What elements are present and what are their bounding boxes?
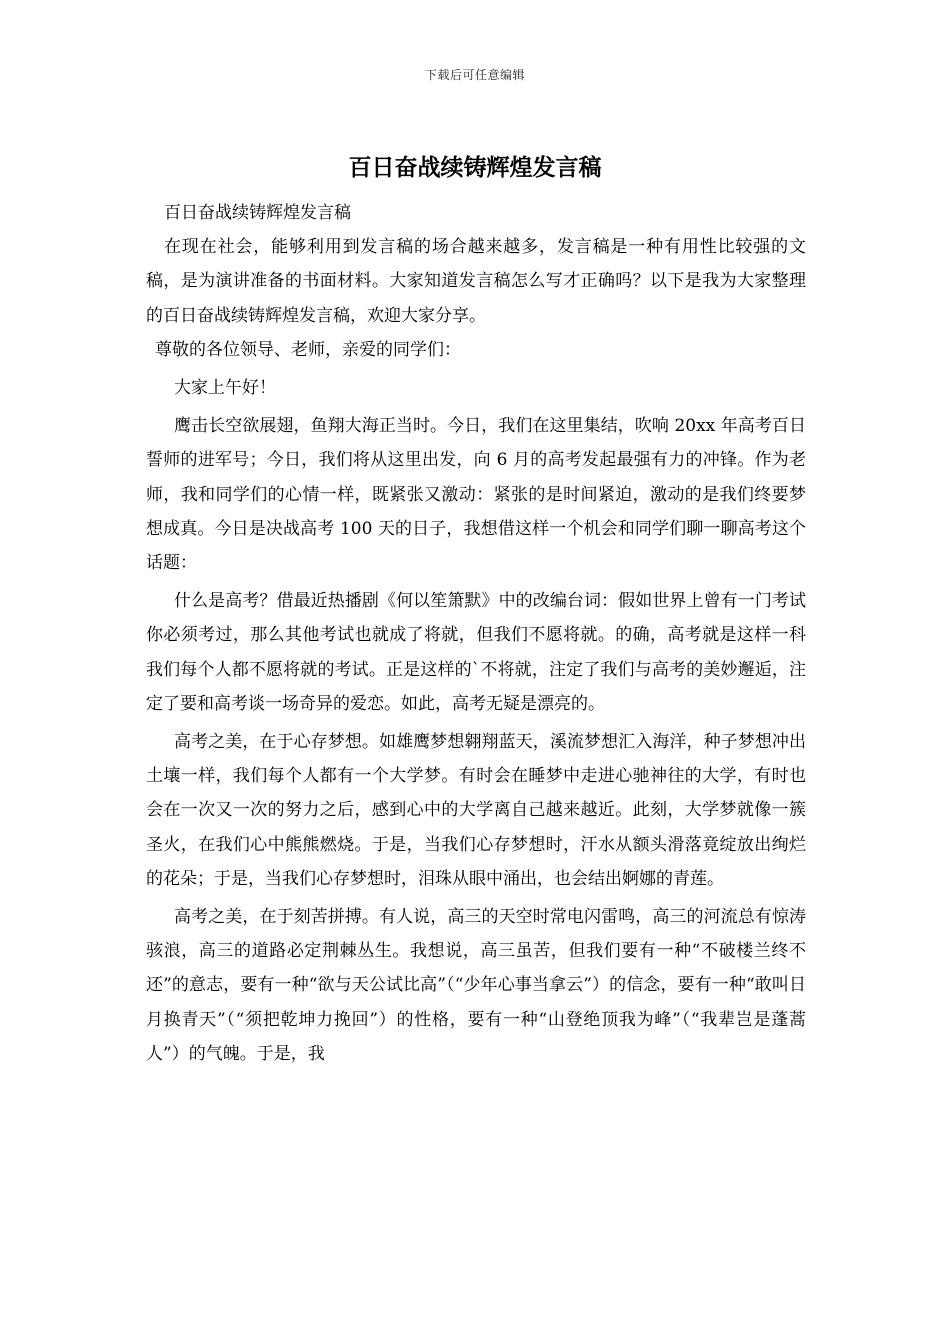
page-header-note: 下载后可任意编辑 [424, 68, 525, 82]
body-paragraph: 高考之美，在于刻苦拼搏。有人说，高三的天空时常电闪雷鸣，高三的河流总有惊涛骇浪，高三的道路必定荆棘丛生。我想说，高三虽苦，但我们要有一种“不破楼兰终不还”的意志，要有一种“欲与天公试比高”（“少年心事当拿云”）的信念，要有一种“敢叫日月换青天”（“须把乾坤力挽回”）的性格，要有一种“山登绝顶我为峰”（“我辈岂是蓬蒿人”）的气魄。于是，我 [146, 907, 806, 1064]
greeting: 大家上午好！ [174, 378, 276, 399]
salutation: 尊敬的各位领导、老师，亲爱的同学们： [155, 339, 461, 360]
intro-paragraph: 在现在社会，能够利用到发言稿的场合越来越多，发言稿是一种有用性比较强的文稿，是为演讲准备的书面材料。大家知道发言稿怎么写才正确吗？以下是我为大家整理的百日奋战续铸辉煌发言稿，欢迎大家分享。 [146, 237, 806, 326]
body-paragraph: 什么是高考？借最近热播剧《何以笙箫默》中的改编台词：假如世界上曾有一门考试你必须考过，那么其他考试也就成了将就，但我们不愿将就。的确，高考就是这样一科我们每个人都不愿将就的考试。正是这样的`不将就，注定了我们与高考的美妙邂逅，注定了要和高考谈一场奇异的爱恋。如此，高考无疑是漂亮的。 [146, 591, 806, 714]
document-subtitle: 百日奋战续铸辉煌发言稿 [164, 203, 351, 223]
document-title: 百日奋战续铸辉煌发言稿 [348, 155, 602, 181]
body-paragraph: 高考之美，在于心存梦想。如雄鹰梦想翱翔蓝天，溪流梦想汇入海洋，种子梦想冲出土壤一样，我们每个人都有一个大学梦。有时会在睡梦中走进心驰神往的大学，有时也会在一次又一次的努力之后，感到心中的大学离自己越来越近。此刻，大学梦就像一簇圣火，在我们心中熊熊燃烧。于是，当我们心存梦想时，汗水从额头滑落竟绽放出绚烂的花朵；于是，当我们心存梦想时，泪珠从眼中涌出，也会结出婀娜的青莲。 [146, 732, 806, 889]
document-body [146, 196, 806, 1071]
body-paragraph: 鹰击长空欲展翅，鱼翔大海正当时。今日，我们在这里集结，吹响 20xx 年高考百日誓师的进军号；今日，我们将从这里出发，向 6 月的高考发起最强有力的冲锋。作为老师，我和同学们的心情一样，既紧张又激动：紧张的是时间紧迫，激动的是我们终要梦想成真。今日是决战高考 100 天的日子，我想借这样一个机会和同学们聊一聊高考这个话题： [146, 416, 806, 574]
